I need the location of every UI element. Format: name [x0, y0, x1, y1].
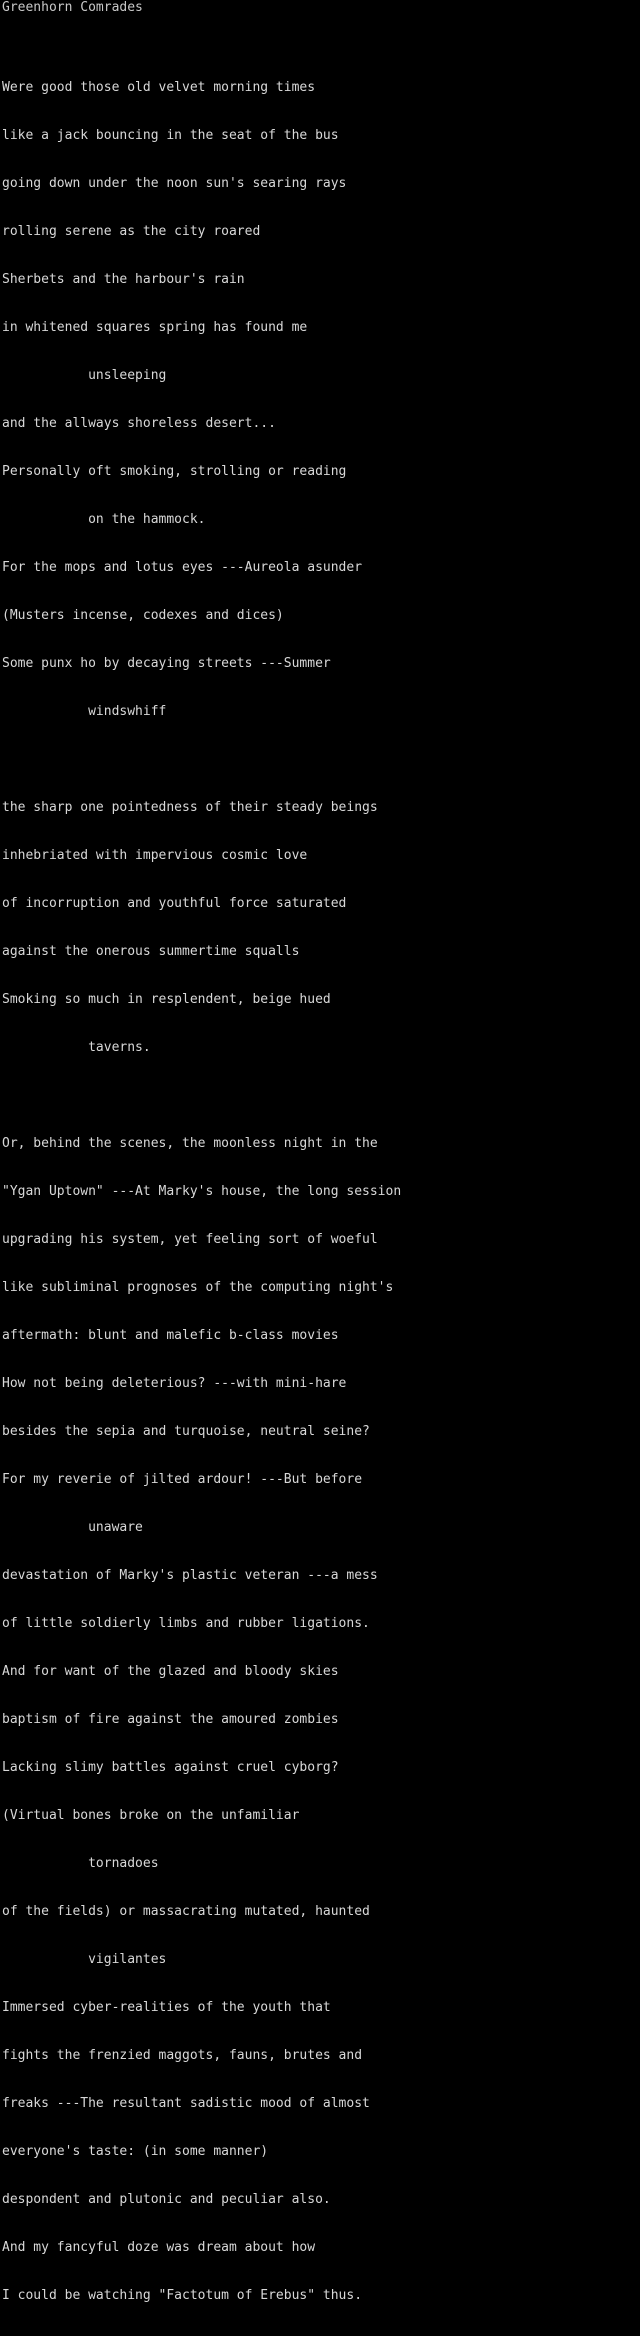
poem-line: aftermath: blunt and malefic b-class movies [2, 1328, 339, 1343]
poem-line: For my reverie of jilted ardour! ---But before [2, 1472, 363, 1487]
poem-line: Sherbets and the harbour's rain [2, 272, 245, 287]
poem-line: Were good those old velvet morning times [2, 80, 316, 95]
document-title: Greenhorn Comrades [2, 0, 143, 15]
poem-line: on the hammock. [2, 512, 206, 527]
poem-line: in whitened squares spring has found me [2, 320, 308, 335]
poem-line: fights the frenzied maggots, fauns, brutes and [2, 2048, 363, 2063]
poem-line: unaware [2, 1520, 143, 1535]
poem-body [2, 48, 401, 2336]
poem-line: devastation of Marky's plastic veteran ---a mess [2, 1568, 378, 1583]
poem-line: tornadoes [2, 1856, 159, 1871]
poem-line: going down under the noon sun's searing rays [2, 176, 347, 191]
poem-line: Some punx ho by decaying streets ---Summer [2, 656, 331, 671]
poem-line: inhebriated with impervious cosmic love [2, 848, 308, 863]
poem-line: And for want of the glazed and bloody skies [2, 1664, 339, 1679]
poem-line: rolling serene as the city roared [2, 224, 261, 239]
poem-line: "Ygan Uptown" ---At Marky's house, the long session [2, 1184, 402, 1199]
poem-line: And my fancyful doze was dream about how [2, 2240, 316, 2255]
poem-line: Immersed cyber-realities of the youth that [2, 2000, 331, 2015]
poem-line: windswhiff [2, 704, 167, 719]
poem-line: (Musters incense, codexes and dices) [2, 608, 284, 623]
poem-line: everyone's taste: (in some manner) [2, 2144, 269, 2159]
poem-line: despondent and plutonic and peculiar also. [2, 2192, 331, 2207]
poem-line: the sharp one pointedness of their steady beings [2, 800, 378, 815]
poem-line: upgrading his system, yet feeling sort of woeful [2, 1232, 378, 1247]
poem-line [2, 752, 401, 768]
poem-line: baptism of fire against the amoured zombies [2, 1712, 339, 1727]
poem-line: against the onerous summertime squalls [2, 944, 300, 959]
poem-line: For the mops and lotus eyes ---Aureola asunder [2, 560, 363, 575]
poem-line: besides the sepia and turquoise, neutral seine? [2, 1424, 370, 1439]
poem-line: like a jack bouncing in the seat of the bus [2, 128, 339, 143]
poem-line: of incorruption and youthful force saturated [2, 896, 347, 911]
poem-line: and the allways shoreless desert... [2, 416, 276, 431]
poem-line: vigilantes [2, 1952, 167, 1967]
poem-line: taverns. [2, 1040, 151, 1055]
poem-line: How not being deleterious? ---with mini-hare [2, 1376, 347, 1391]
poem-line: unsleeping [2, 368, 167, 383]
poem-line: Or, behind the scenes, the moonless night in the [2, 1136, 378, 1151]
poem-line: Personally oft smoking, strolling or reading [2, 464, 347, 479]
poem-line [2, 1088, 401, 1104]
poem-line: of little soldierly limbs and rubber ligations. [2, 1616, 370, 1631]
poem-line: like subliminal prognoses of the computing night's [2, 1280, 394, 1295]
poem-line: Lacking slimy battles against cruel cyborg? [2, 1760, 339, 1775]
poem-line: freaks ---The resultant sadistic mood of almost [2, 2096, 370, 2111]
poem-line: of the fields) or massacrating mutated, haunted [2, 1904, 370, 1919]
poem-line: (Virtual bones broke on the unfamiliar [2, 1808, 300, 1823]
poem-line: Smoking so much in resplendent, beige hued [2, 992, 331, 1007]
poem-line: I could be watching "Factotum of Erebus" thus. [2, 2288, 363, 2303]
